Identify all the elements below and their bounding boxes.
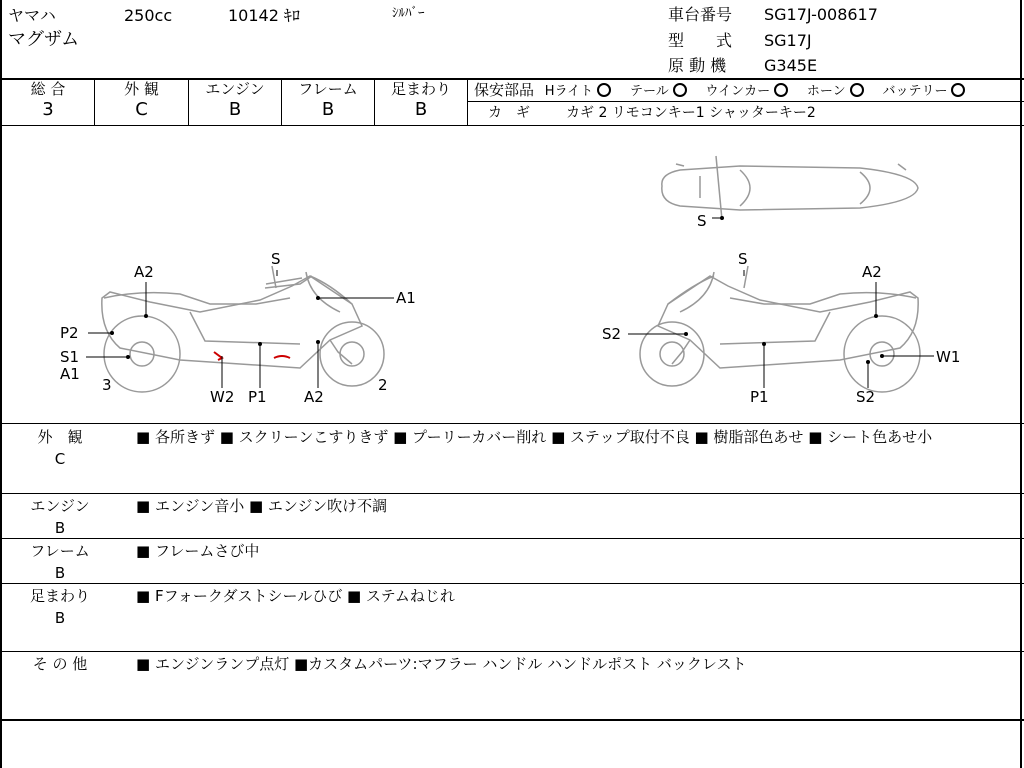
cond-other-label: そ の 他 — [32, 655, 88, 673]
label-left-s: S — [271, 250, 281, 268]
model-code-label: 型 式 — [668, 31, 733, 50]
grade-total: 総 合 3 — [30, 80, 66, 120]
check-circle-icon — [850, 83, 864, 97]
safety-parts-row — [474, 80, 965, 102]
label-left-a1: A1 — [396, 289, 416, 307]
safety-headlight: Hライト — [545, 84, 611, 99]
label-top-s: S — [697, 212, 707, 230]
mileage: 10142 ｷﾛ — [228, 6, 300, 25]
cond-frame-label: フレーム B — [30, 542, 90, 582]
label-left-a2-top: A2 — [134, 263, 154, 281]
label-right-s: S — [738, 250, 748, 268]
label-left-w2: W2 — [210, 388, 235, 406]
grade-exterior: 外 観 C — [124, 80, 159, 120]
engine-no: G345E — [764, 56, 818, 75]
grade-engine: エンジン B — [205, 80, 265, 120]
label-left-rear-3: 3 — [102, 376, 112, 394]
model-name: マグザム — [8, 29, 80, 50]
safety-parts-label: 保安部品 — [474, 81, 535, 99]
check-circle-icon — [673, 83, 687, 97]
scooter-left-view — [102, 266, 384, 392]
damage-mark-w2 — [214, 352, 222, 360]
safety-taillight: テール — [630, 84, 687, 99]
damage-diagram — [0, 126, 1020, 422]
label-left-a1-low: A1 — [60, 365, 80, 383]
cond-frame-text: ■ フレームさび中 — [136, 542, 260, 560]
cond-engine-text: ■ エンジン音小 ■ エンジン吹け不調 — [136, 497, 388, 515]
body-color: ｼﾙﾊﾞｰ — [392, 6, 425, 21]
frame-no-label: 車台番号 — [668, 5, 733, 24]
label-left-s1: S1 — [60, 348, 80, 366]
maker-name: ヤマハ — [8, 6, 56, 25]
cond-exterior-label: 外 観 C — [37, 428, 83, 468]
cond-engine-label: エンジン B — [30, 497, 90, 537]
label-right-a2: A2 — [862, 263, 882, 281]
check-circle-icon — [951, 83, 965, 97]
label-right-w1: W1 — [936, 348, 961, 366]
label-left-front-2: 2 — [378, 376, 388, 394]
check-circle-icon — [597, 83, 611, 97]
label-left-a2-bottom: A2 — [304, 388, 324, 406]
frame-no: SG17J-008617 — [764, 5, 878, 24]
check-circle-icon — [774, 83, 788, 97]
label-left-p2: P2 — [60, 324, 79, 342]
cond-suspension-label: 足まわり B — [29, 587, 90, 627]
label-left-p1: P1 — [248, 388, 267, 406]
cond-suspension-text: ■ Fフォークダストシールひび ■ ステムねじれ — [136, 587, 455, 605]
safety-battery: バッテリー — [882, 84, 965, 99]
damage-mark-p1 — [274, 356, 290, 358]
label-right-s2: S2 — [602, 325, 622, 343]
grade-frame: フレーム B — [298, 80, 358, 120]
scooter-top-view — [662, 156, 918, 220]
label-right-p1: P1 — [750, 388, 769, 406]
cond-other-text: ■ エンジンランプ点灯 ■カスタムパーツ:マフラー ハンドル ハンドルポスト バックレスト — [136, 655, 747, 673]
key-text: カギ 2 リモコンキー1 シャッターキー2 — [566, 105, 816, 121]
label-right-s2-bottom: S2 — [856, 388, 876, 406]
scooter-right-view — [640, 266, 920, 392]
cond-exterior-text: ■ 各所きず ■ スクリーンこすりきず ■ プーリーカバー削れ ■ ステップ取付不良 ■ 樹脂部色あせ ■ シート色あせ小 — [136, 428, 933, 446]
safety-winker: ウインカー — [706, 84, 789, 99]
engine-no-label: 原 動 機 — [668, 56, 727, 75]
grade-suspension: 足まわり B — [390, 80, 451, 120]
model-code: SG17J — [764, 31, 812, 50]
safety-horn: ホーン — [807, 84, 864, 99]
key-label: カ ギ — [488, 105, 530, 121]
displacement: 250cc — [124, 6, 173, 25]
